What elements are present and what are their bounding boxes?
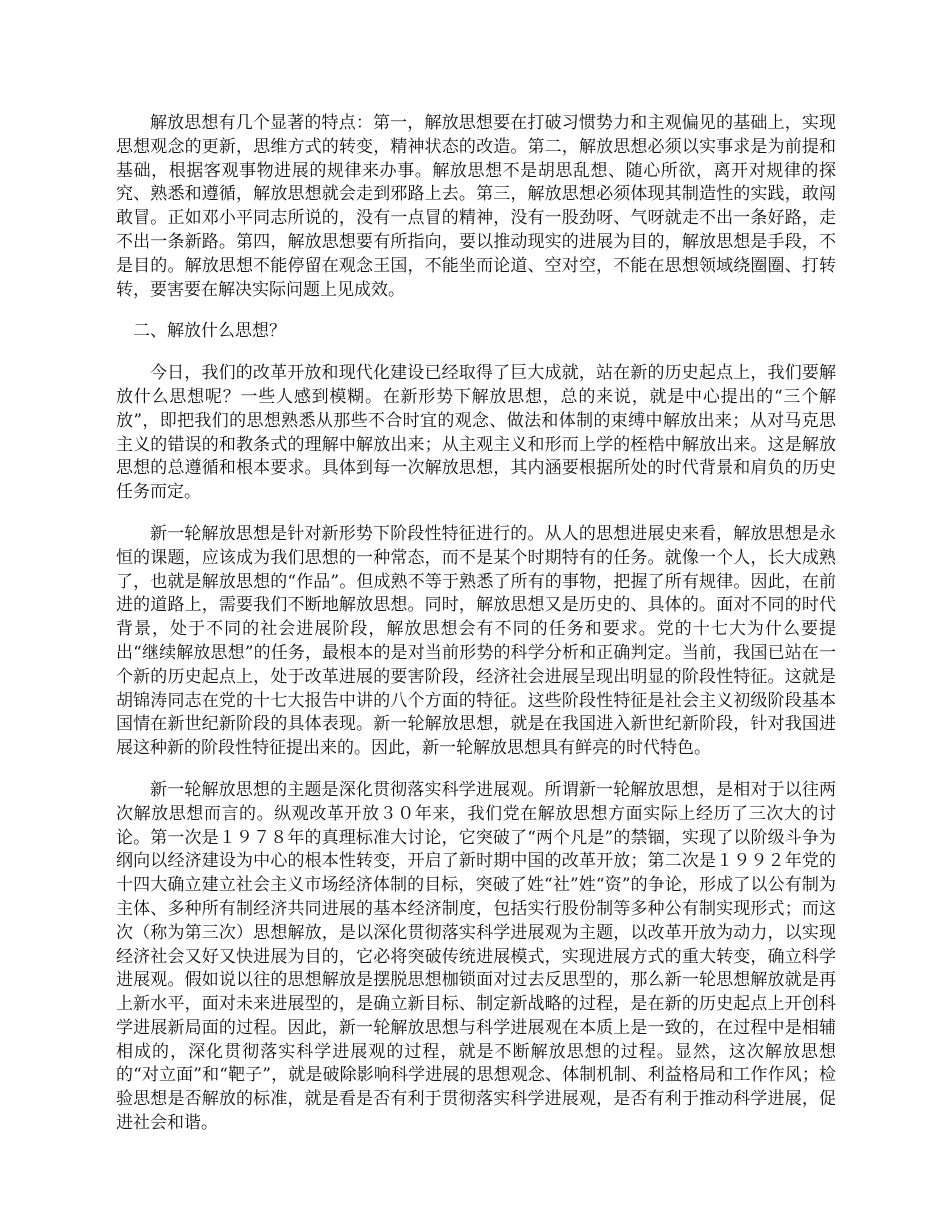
document-body <box>116 112 836 1154</box>
section-heading: 二、解放什么思想？ <box>133 321 286 342</box>
paragraph-theme: 新一轮解放思想的主题是深化贯彻落实科学进展观。所谓新一轮解放思想，是相对于以往两次解放思想而言的。纵观改革开放３０年来，我们党在解放思想方面实际上经历了三次大的讨论。第一次是１９７８年的真理标准大讨论，它突破了“两个凡是”的禁锢，实现了以阶级斗争为纲向以经济建设为中心的根本性转变，开启了新时期中国的改革开放；第二次是１９９２年党的十四大确立建立社会主义市场经济体制的目标，突破了姓“社”姓“资”的争论，形成了以公有制为主体、多种所有制经济共同进展的基本经济制度，包括实行股份制等多种公有制实现形式；而这次（称为第三次）思想解放，是以深化贯彻落实科学进展观为主题，以改革开放为动力，以实现经济社会又好又快进展为目的，它必将突破传统进展模式，实现进展方式的重大转变，确立科学进展观。假如说以往的思想解放是摆脱思想枷锁面对过去反思型的，那么新一轮思想解放就是再上新水平，面对未来进展型的，是确立新目标、制定新战略的过程，是在新的历史起点上开创科学进展新局面的过程。因此，新一轮解放思想与科学进展观在本质上是一致的，在过程中是相辅相成的，深化贯彻落实科学进展观的过程，就是不断解放思想的过程。显然，这次解放思想的“对立面”和“靶子”，就是破除影响科学进展的思想观念、体制机制、利益格局和工作作风；检验思想是否解放的标准，就是看是否有利于贯彻落实科学进展观，是否有利于推动科学进展，促进社会和谐。 <box>116 779 836 1134</box>
paragraph-new-round: 新一轮解放思想是针对新形势下阶段性特征进行的。从人的思想进展史来看，解放思想是永恒的课题，应该成为我们思想的一种常态，而不是某个时期特有的任务。就像一个人，长大成熟了，也就是解放思想的“作品”。但成熟不等于熟悉了所有的事物，把握了所有规律。因此，在前进的道路上，需要我们不断地解放思想。同时，解放思想又是历史的、具体的。面对不同的时代背景，处于不同的社会进展阶段，解放思想会有不同的任务和要求。党的十七大为什么要提出“继续解放思想”的任务，最根本的是对当前形势的科学分析和正确判定。当前，我国已站在一个新的历史起点上，处于改革进展的要害阶段，经济社会进展呈现出明显的阶段性特征。这就是胡锦涛同志在党的十七大报告中讲的八个方面的特征。这些阶段性特征是社会主义初级阶段基本国情在新世纪新阶段的具体表现。新一轮解放思想，就是在我国进入新世纪新阶段，针对我国进展这种新的阶段性特征提出来的。因此，新一轮解放思想具有鲜亮的时代特色。 <box>116 523 836 759</box>
paragraph-characteristics: 解放思想有几个显著的特点：第一，解放思想要在打破习惯势力和主观偏见的基础上，实现思想观念的更新，思维方式的转变，精神状态的改造。第二，解放思想必须以实事求是为前提和基础，根据客观事物进展的规律来办事。解放思想不是胡思乱想、随心所欲，离开对规律的探究、熟悉和遵循，解放思想就会走到邪路上去。第三，解放思想必须体现其制造性的实践，敢闯敢冒。正如邓小平同志所说的，没有一点冒的精神，没有一股劲呀、气呀就走不出一条好路，走不出一条新路。第四，解放思想要有所指向，要以推动现实的进展为目的，解放思想是手段，不是目的。解放思想不能停留在观念王国，不能坐而论道、空对空，不能在思想领域绕圈圈、打转转，要害要在解决实际问题上见成效。 <box>116 113 836 300</box>
paragraph-what-to-liberate: 今日，我们的改革开放和现代化建设已经取得了巨大成就，站在新的历史起点上，我们要解放什么思想呢？一些人感到模糊。在新形势下解放思想，总的来说，就是中心提出的“三个解放”，即把我们的思想熟悉从那些不合时宜的观念、做法和体制的束缚中解放出来；从对马克思主义的错误的和教条式的理解中解放出来；从主观主义和形而上学的桎梏中解放出来。这是解放思想的总遵循和根本要求。具体到每一次解放思想，其内涵要根据所处的时代背景和肩负的历史任务而定。 <box>116 363 836 503</box>
